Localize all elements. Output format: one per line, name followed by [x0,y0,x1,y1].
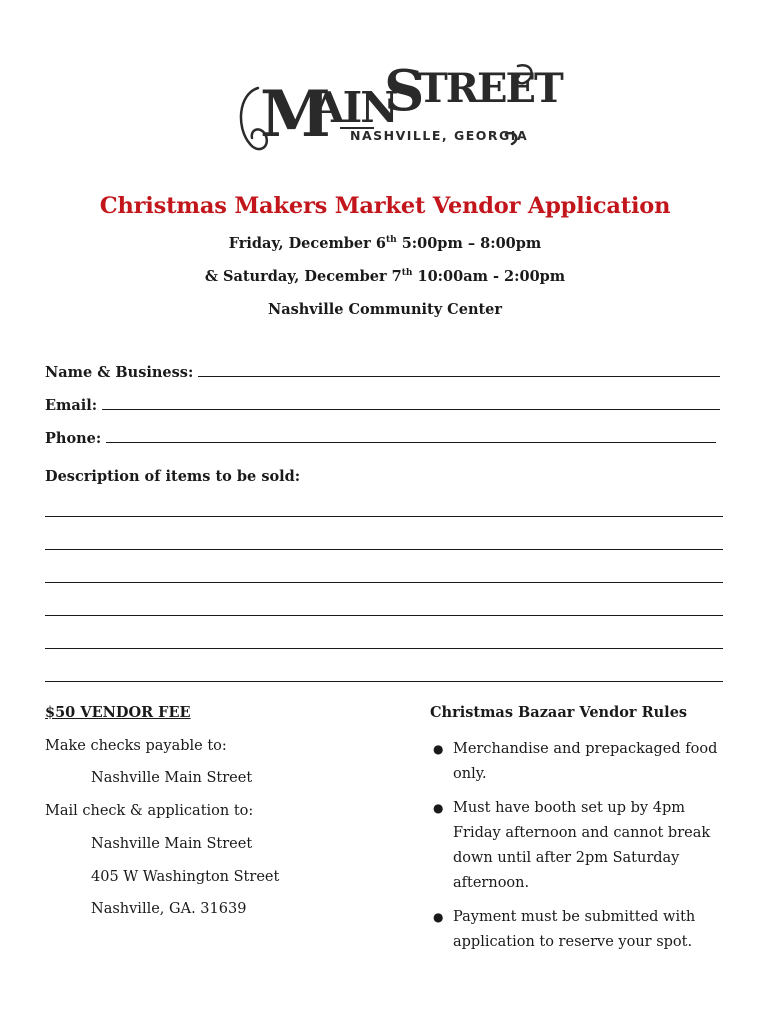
svg-text:M: M [260,77,328,152]
svg-text:AIN: AIN [312,83,397,132]
main-street-logo [236,36,562,158]
payee-name: Nashville Main Street [91,770,253,786]
phone-label: Phone: [45,430,102,447]
event-location: Nashville Community Center [267,301,503,318]
vendor-fee-title: $50 VENDOR FEE [45,704,191,721]
page-title: Christmas Makers Market Vendor Application [99,193,671,219]
event-date-saturday: & Saturday, December 7th 10:00am - 2:00pm [204,268,566,285]
rules-list [430,737,730,964]
address-name: Nashville Main Street [91,836,253,852]
rule-item: ● Merchandise and prepackaged food only. [430,737,730,787]
address-city: Nashville, GA. 31639 [91,901,247,917]
name-business-field[interactable] [45,362,720,382]
name-business-label: Name & Business: [45,364,194,381]
email-label: Email: [45,397,98,414]
description-line[interactable] [45,549,723,550]
name-business-line[interactable] [198,362,720,377]
description-line[interactable] [45,648,723,649]
description-label: Description of items to be sold: [45,468,301,485]
description-line[interactable] [45,615,723,616]
description-line[interactable] [45,516,723,517]
description-line[interactable] [45,681,723,682]
bullet-icon: ● [433,801,444,815]
svg-text:TREET: TREET [418,65,562,112]
checks-payable-label: Make checks payable to: [45,738,227,754]
svg-text:S: S [384,58,422,124]
phone-field[interactable] [45,428,716,448]
email-line[interactable] [102,395,720,410]
description-line[interactable] [45,582,723,583]
bullet-icon: ● [433,742,444,756]
mail-to-label: Mail check & application to: [45,803,254,819]
rules-title: Christmas Bazaar Vendor Rules [430,704,688,721]
rule-item: ● Must have booth set up by 4pm Friday afternoon and cannot break down until after 2pm Saturday afternoon. [430,796,730,896]
address-street: 405 W Washington Street [91,869,280,885]
phone-line[interactable] [106,428,716,443]
email-field[interactable] [45,395,720,415]
rule-item: ● Payment must be submitted with application to reserve your spot. [430,905,730,955]
event-date-friday: Friday, December 6th 5:00pm – 8:00pm [228,235,542,252]
logo-tagline: NASHVILLE, GEORGIA [350,128,529,143]
bullet-icon: ● [433,910,444,924]
